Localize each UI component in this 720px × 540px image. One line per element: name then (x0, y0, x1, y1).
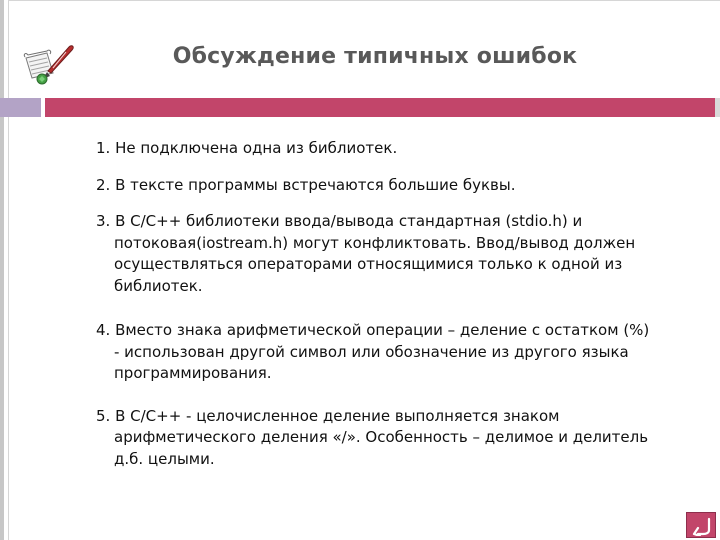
list-item: 3. В C/C++ библиотеки ввода/вывода стандартная (stdio.h) и потоковая(iostream.h) могут конфликтовать. Ввод/вывод должен осуществляться операторами относящимися только к одной из библиотек. (96, 212, 636, 295)
return-arrow-icon (691, 516, 713, 536)
accent-square (0, 98, 41, 117)
list-item: 4. Вместо знака арифметической операции – деление с остатком (%) - использован другой символ или обозначение из другого языка программирования. (96, 321, 650, 382)
slide-title: Обсуждение типичных ошибок (172, 44, 578, 69)
error-list (96, 138, 656, 470)
return-button[interactable] (686, 512, 716, 538)
left-rail (0, 0, 4, 540)
accent-bar-end (715, 98, 720, 117)
top-border-line (9, 0, 720, 1)
quill-and-scroll-icon (20, 40, 75, 88)
left-rail-line (8, 0, 9, 540)
accent-bar (45, 98, 715, 117)
list-item: 5. В C/C++ - целочисленное деление выполняется знаком арифметического деления «/». Особенность – делимое и делитель д.б. целыми. (96, 406, 649, 468)
list-item: 1. Не подключена одна из библиотек. (96, 139, 398, 157)
list-item: 2. В тексте программы встречаются большие буквы. (96, 175, 516, 194)
